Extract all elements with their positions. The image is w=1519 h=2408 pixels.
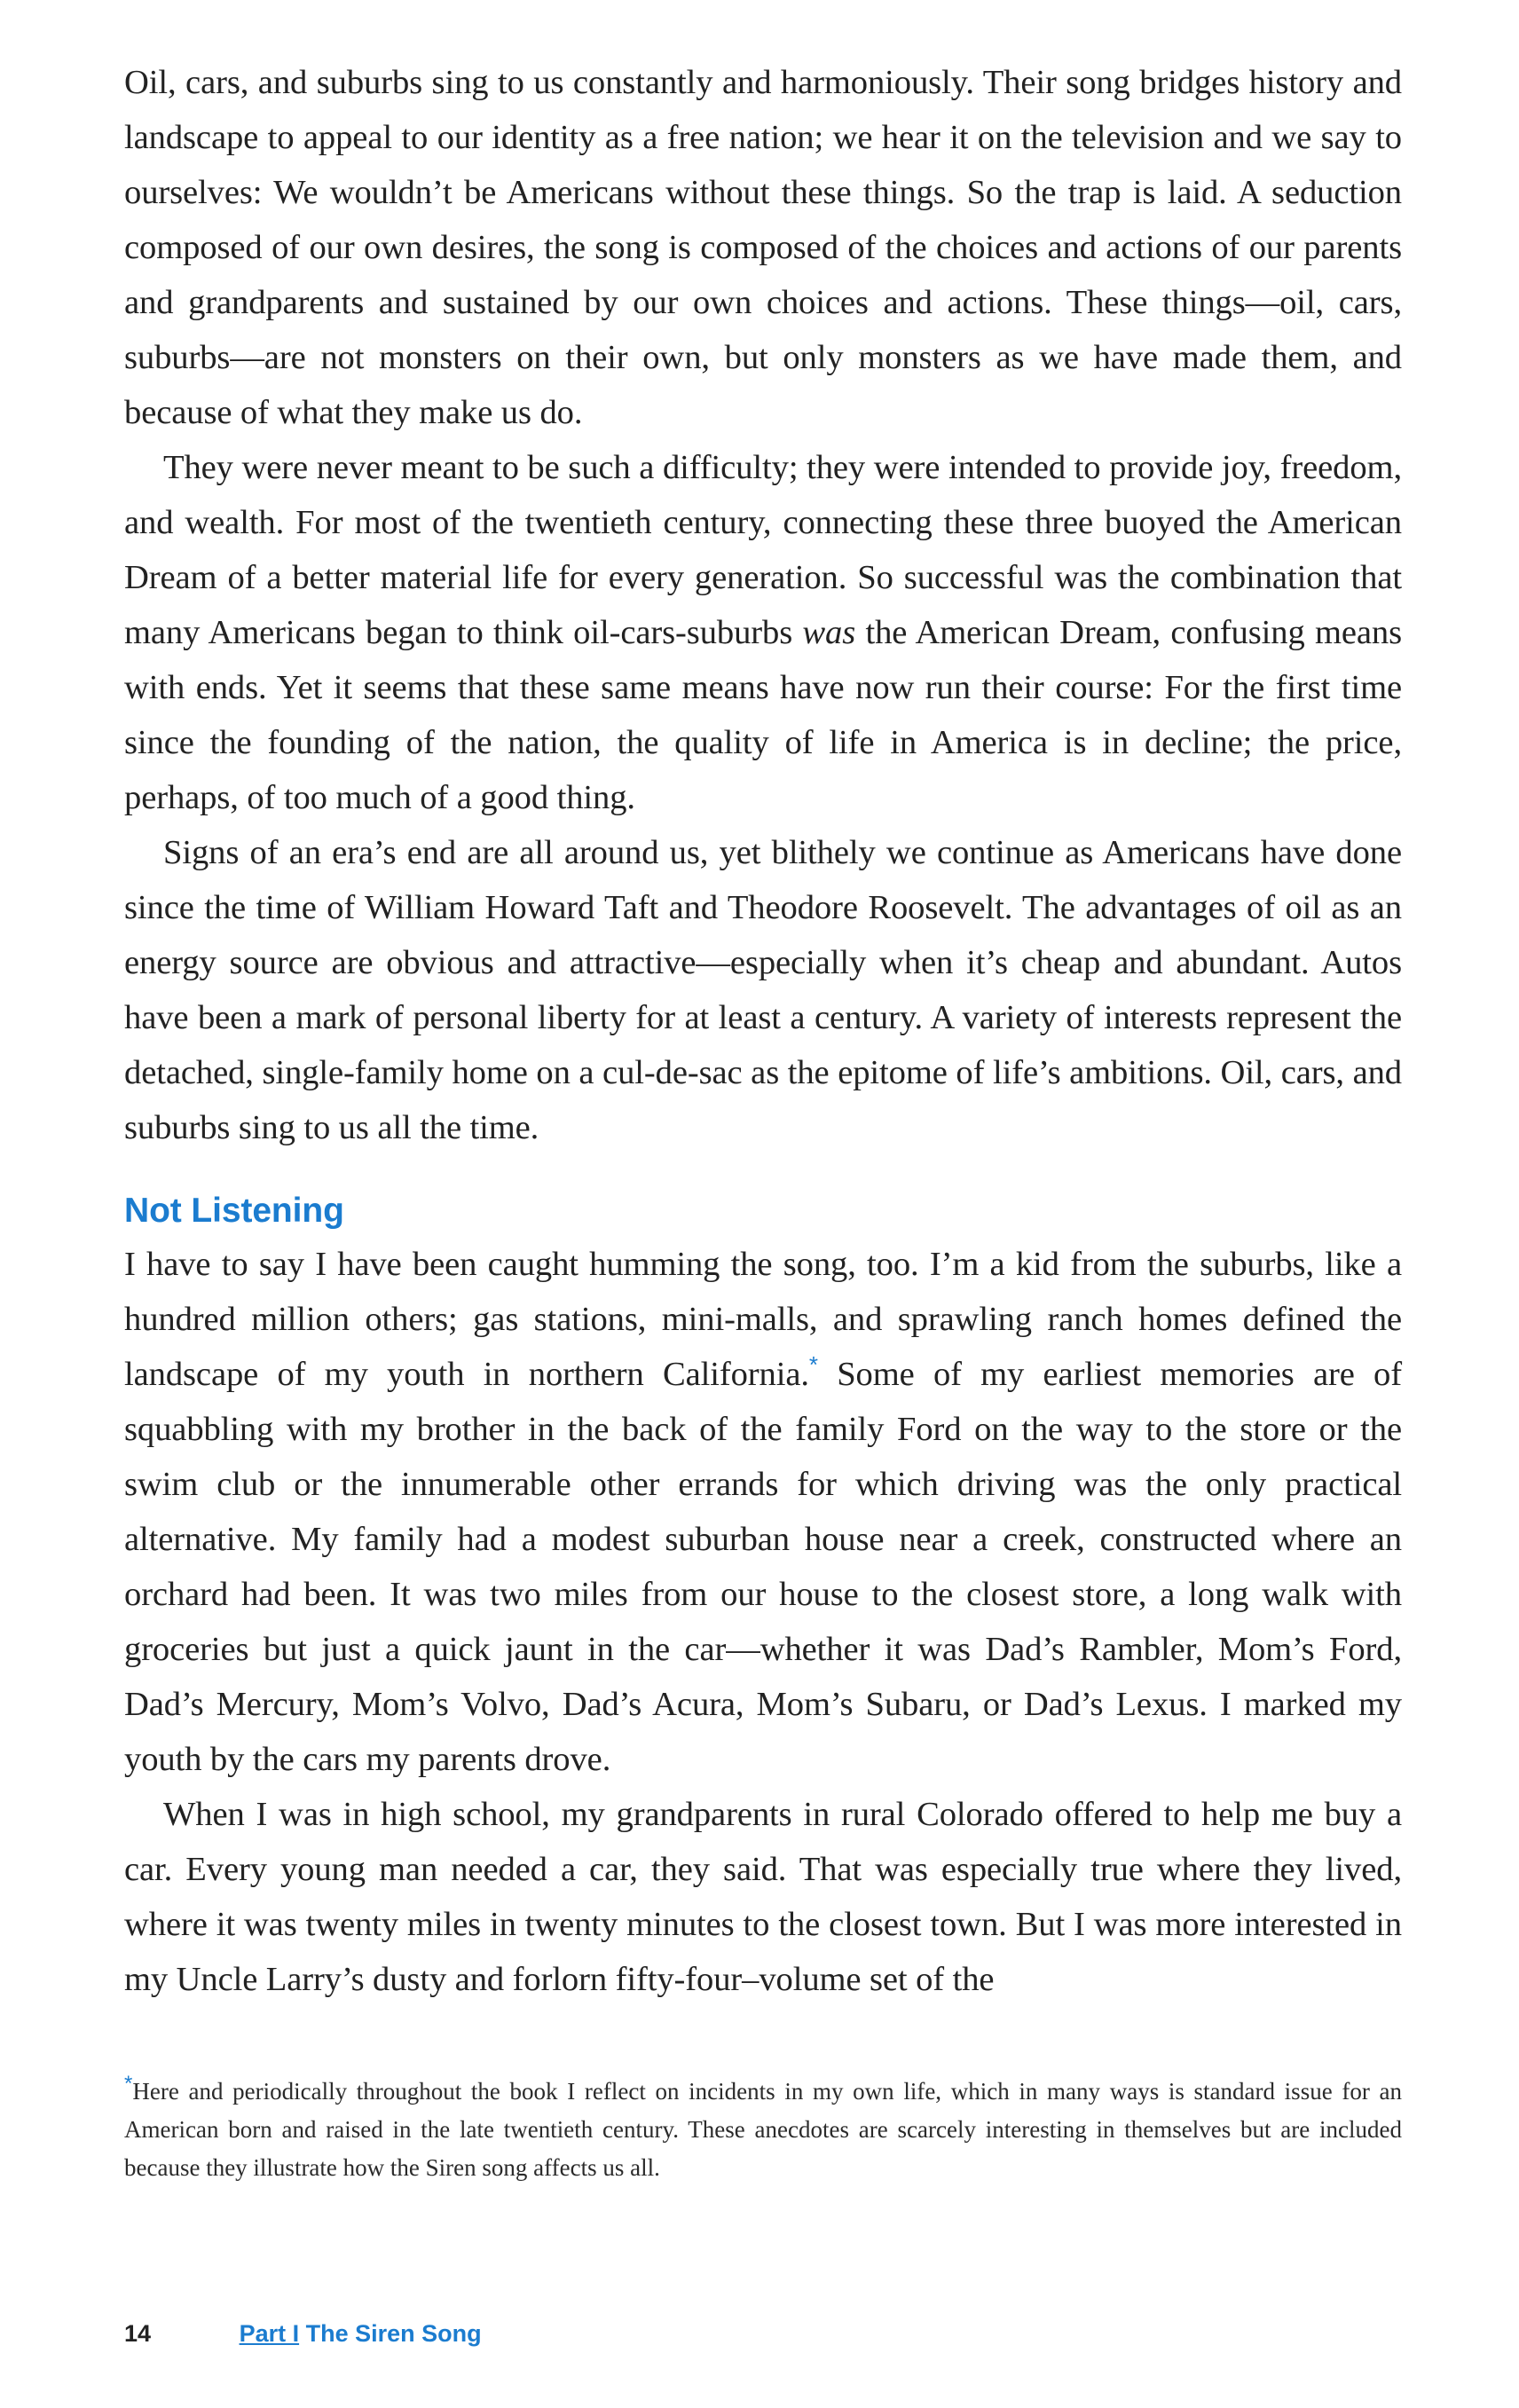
footnote-text: Here and periodically throughout the book I reflect on incidents in my own life, which in many ways is standard issue for an American born and raised in the late twentieth century. These anecdotes are scarcely interesting in themselves but are included because they illustrate how the Siren song affects us all. (124, 2078, 1402, 2181)
page-footer (124, 2316, 482, 2351)
body-paragraph (124, 1237, 1402, 1787)
running-head (240, 2320, 482, 2347)
paragraph-text: When I was in high school, my grandparents in rural Colorado offered to help me buy a car. Every young man needed a car, they said. That was especially true where they lived, where it was twenty miles in twenty minutes to the closest town. But I was more interested in my Uncle Larry’s dusty and forlorn fifty-four–volume set of the (124, 1796, 1402, 1998)
emphasized-word: was (802, 614, 856, 651)
footnote-marker: * (124, 2072, 133, 2096)
footnote (124, 2073, 1402, 2187)
paragraph-text: They were never meant to be such a difficulty; they were intended to provide joy, freedom, and wealth. For most of the twentieth century, connecting these three buoyed the American Dream of a better material life for every generation. So successful was the combination that many Americans began to think oil-cars-suburbs (124, 449, 1402, 651)
paragraph-text: I have to say I have been caught humming the song, too. I’m a kid from the suburbs, like a hundred million others; gas stations, mini-malls, and sprawling ranch homes defined the landscape of my youth in northern California. (124, 1246, 1402, 1393)
paragraph-text: Some of my earliest memories are of squabbling with my brother in the back of the family Ford on the way to the store or the swim club or the innumerable other errands for which driving was the only practical alternative. My family had a modest suburban house near a creek, constructed where an orchard had been. It was two miles from our house to the closest store, a long walk with groceries but just a quick jaunt in the car—whether it was Dad’s Rambler, Mom’s Ford, Dad’s Mercury, Mom’s Volvo, Dad’s Acura, Mom’s Subaru, or Dad’s Lexus. I marked my youth by the cars my parents drove. (124, 1356, 1402, 1778)
page-number: 14 (124, 2320, 152, 2347)
page-body (124, 55, 1402, 2007)
paragraph-text: the American Dream, confusing means with ends. Yet it seems that these same means have now run their course: For the first time since the founding of the nation, the quality of life in America is in decline; the price, perhaps, of too much of a good thing. (124, 614, 1402, 816)
body-paragraph (124, 825, 1402, 1155)
body-paragraph (124, 1787, 1402, 2007)
footnote-reference[interactable]: * (808, 1351, 818, 1379)
part-label: Part I (239, 2320, 300, 2347)
body-paragraph (124, 440, 1402, 825)
section-heading: Not Listening (124, 1192, 344, 1230)
paragraph-text: Oil, cars, and suburbs sing to us constantly and harmoniously. Their song bridges history and landscape to appeal to our identity as a free nation; we hear it on the television and we say to ourselves: We wouldn’t be Americans without these things. So the trap is laid. A seduction composed of our own desires, the song is composed of the choices and actions of our parents and grandparents and sustained by our own choices and actions. These things—oil, cars, suburbs—are not monsters on their own, but only monsters as we have made them, and because of what they make us do. (124, 64, 1402, 431)
part-title: The Siren Song (299, 2320, 482, 2347)
paragraph-text: Signs of an era’s end are all around us, yet blithely we continue as Americans have done since the time of William Howard Taft and Theodore Roosevelt. The advantages of oil as an energy source are obvious and attractive—especially when it’s cheap and abundant. Autos have been a mark of personal liberty for at least a century. A variety of interests represent the detached, single-family home on a cul-de-sac as the epitome of life’s ambitions. Oil, cars, and suburbs sing to us all the time. (124, 834, 1402, 1146)
body-paragraph (124, 55, 1402, 440)
